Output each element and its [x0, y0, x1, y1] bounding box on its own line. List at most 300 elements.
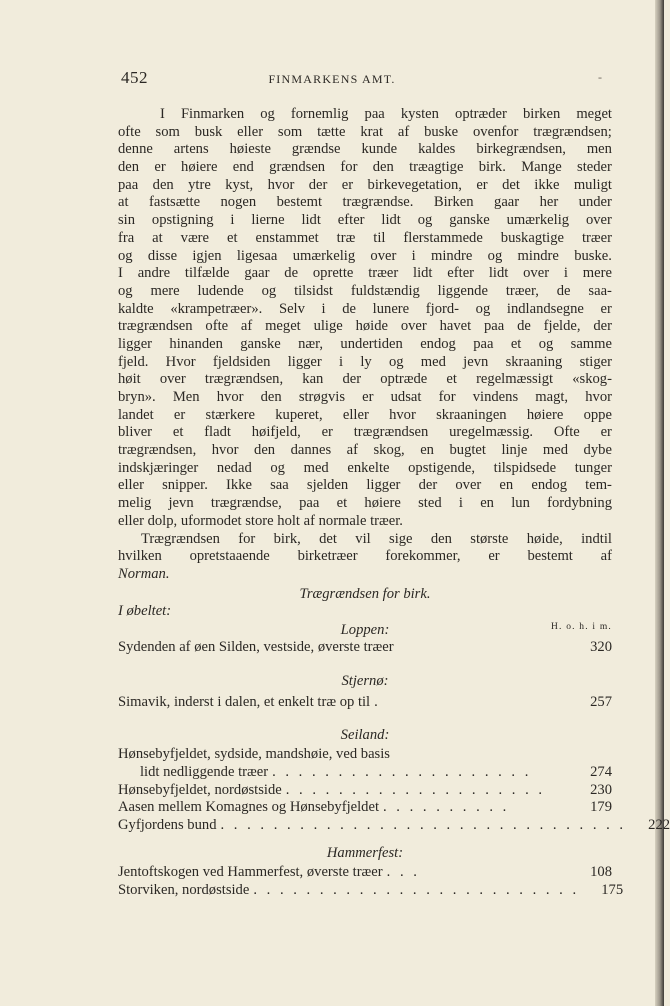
word: ly — [360, 353, 372, 370]
text-line — [118, 477, 612, 495]
word: jevn — [463, 353, 489, 370]
word: birk. — [478, 159, 506, 176]
text-line — [118, 548, 612, 566]
table-row — [118, 881, 624, 900]
word: udsat — [390, 389, 422, 405]
word: er — [476, 176, 488, 193]
word: uregelmæssig. — [449, 424, 534, 441]
word: med — [542, 442, 569, 459]
word: over — [523, 265, 550, 282]
word: paa — [483, 318, 505, 335]
word: ytre — [188, 176, 211, 193]
word: der — [342, 371, 362, 388]
word: «skog- — [572, 371, 612, 388]
word: med — [303, 459, 329, 476]
word: saa — [270, 477, 289, 494]
text-line — [118, 106, 612, 124]
word: ovenfor — [472, 123, 519, 140]
word: lidt — [413, 265, 433, 282]
word: birken — [522, 106, 561, 122]
word: i — [230, 212, 235, 229]
word: og — [118, 247, 133, 264]
word: meget — [265, 318, 301, 335]
word: undertiden — [340, 335, 403, 352]
text-line — [118, 283, 612, 301]
row-name: Gyfjordens bund — [118, 817, 217, 834]
text-line — [118, 230, 612, 248]
word: oprette — [312, 265, 354, 282]
word: til — [373, 229, 386, 246]
word: er — [341, 176, 354, 193]
text-line — [118, 194, 612, 212]
row-value: 257 — [590, 694, 612, 710]
word: end — [232, 159, 254, 176]
word: birkegrændsen, — [476, 141, 566, 158]
row-name: Aasen mellem Komagnes og Hønsebyfjeldet — [118, 799, 379, 816]
word: mere — [582, 265, 612, 282]
word: tunger — [574, 459, 612, 476]
word: er — [600, 424, 612, 441]
word: er — [362, 389, 374, 405]
text-line — [118, 141, 612, 159]
word: og — [538, 335, 554, 352]
word: fra — [118, 229, 135, 246]
word: den — [372, 159, 394, 176]
word: og — [261, 282, 277, 299]
header-mark: - — [598, 70, 602, 84]
group-label: I øbeltet: — [118, 603, 172, 619]
word: over — [400, 318, 427, 335]
text-line — [118, 212, 612, 230]
word: høiere — [181, 159, 218, 176]
word: kunde — [361, 141, 398, 158]
word: indlandsegne — [506, 300, 584, 317]
word: i — [321, 300, 326, 317]
word: der — [308, 176, 328, 193]
dot-leader: . . . — [386, 864, 420, 880]
word: over — [455, 477, 482, 494]
word: være — [180, 229, 210, 246]
word: fladt — [204, 424, 231, 441]
row-name: Simavik, inderst i dalen, et enkelt træ op til — [118, 694, 371, 710]
row-value: 222 — [648, 817, 670, 834]
table-row — [118, 639, 612, 657]
text-line — [118, 248, 612, 266]
word: opstigning — [151, 212, 214, 229]
word: hvor — [267, 176, 295, 193]
row-value: 175 — [601, 881, 624, 898]
word: I — [118, 265, 123, 282]
table-row — [118, 817, 670, 835]
dot-leader: . . . . . . . . . . . . . . . . . . . . . . . . . . . . . . . — [220, 817, 627, 834]
word: tilsidst — [294, 282, 333, 299]
word: umærkelig — [506, 212, 570, 229]
word: ofte — [205, 318, 229, 335]
word: i — [411, 247, 416, 264]
word: er — [173, 406, 186, 423]
word: vindens — [472, 389, 519, 405]
text-line — [118, 531, 612, 549]
text-line — [118, 407, 612, 425]
word: sige — [389, 530, 413, 547]
word: paa — [118, 176, 139, 193]
word: den — [430, 530, 452, 547]
word: kysten — [400, 106, 439, 122]
word: fuldstændig — [350, 282, 420, 299]
word: opstigende, — [408, 459, 476, 476]
word: de — [556, 282, 571, 299]
word: skraaning — [505, 353, 563, 370]
word: gaar — [244, 265, 270, 282]
page-number: 452 — [121, 68, 148, 87]
table-row — [118, 694, 612, 712]
row-value: 274 — [590, 763, 612, 780]
word: steder — [577, 159, 612, 176]
word: træ — [336, 229, 356, 246]
word: og — [260, 106, 275, 122]
word: birkevegetation, — [367, 176, 462, 193]
word: og — [270, 459, 285, 476]
text-line — [118, 318, 612, 336]
word: endog — [420, 335, 456, 352]
word: og — [118, 282, 133, 299]
word: Men — [172, 389, 200, 405]
text-line — [118, 301, 612, 319]
word: landet — [118, 406, 154, 423]
page-header — [0, 68, 664, 92]
word: oppe — [583, 406, 612, 423]
row-name: Storviken, nordøstside — [118, 881, 250, 898]
group-label-block — [118, 603, 612, 620]
section-heading: Seiland: — [340, 727, 390, 743]
word: andre — [137, 265, 171, 282]
text-line — [118, 354, 612, 372]
word: eller — [237, 123, 264, 140]
word: magt, — [535, 389, 569, 405]
word: havet — [439, 318, 472, 335]
table-row — [118, 746, 612, 764]
word: i — [458, 495, 463, 512]
word: skog, — [373, 442, 405, 459]
dot-leader: . . . . . . . . . . . . . . . . . . . . — [272, 763, 532, 780]
word: bliver — [118, 424, 153, 441]
text-line — [118, 177, 612, 195]
word: et — [226, 229, 238, 246]
word: fjelde, — [543, 318, 581, 335]
word: de — [342, 300, 357, 317]
word: bestemt — [527, 548, 573, 565]
word: kan — [302, 371, 324, 388]
word: umærkelig — [292, 247, 356, 264]
word: krat — [360, 123, 384, 140]
word: som — [277, 123, 303, 140]
word: den — [260, 389, 282, 405]
word: er — [488, 548, 500, 565]
word: en — [480, 495, 494, 512]
word: og — [475, 300, 491, 317]
word: for — [438, 389, 456, 405]
word: og — [388, 353, 404, 370]
word: fornemlig — [290, 106, 349, 122]
word: nær, — [298, 335, 324, 352]
word: meget — [576, 106, 612, 122]
word: denne — [118, 141, 153, 158]
text-line: eller dolp, uformodet store holt af normale træer. — [118, 512, 403, 529]
word: de — [284, 265, 299, 282]
word: hvor — [211, 442, 239, 459]
word: buskagtige — [500, 229, 565, 246]
word: er — [600, 300, 612, 317]
word: i — [563, 265, 568, 282]
word: sjelden — [306, 477, 349, 494]
word: dybe — [583, 442, 612, 459]
word: efter — [337, 212, 365, 229]
word: buske. — [574, 247, 612, 264]
word: en — [420, 442, 434, 459]
word: fjord- — [425, 300, 460, 317]
table-section-seiland — [118, 727, 670, 835]
word: lun — [511, 495, 530, 512]
word: snipper. — [162, 477, 208, 494]
word: her — [539, 194, 559, 211]
word: lidt — [381, 212, 401, 229]
word: høiere — [364, 495, 401, 512]
word: linje — [501, 442, 528, 459]
word: trægrændsen, — [204, 371, 284, 388]
table-caption-block — [118, 586, 612, 603]
word: at — [118, 194, 129, 211]
word: det — [319, 530, 337, 547]
text-line: Norman. — [118, 565, 170, 582]
word: eller — [342, 406, 369, 423]
word: lierne — [251, 212, 285, 229]
word: samme — [570, 335, 612, 352]
word: høieste — [229, 141, 271, 158]
word: ganske — [449, 212, 490, 229]
unit-label: H. o. h. i m. — [551, 622, 612, 632]
word: og — [487, 247, 503, 264]
table-section-hammerfest — [118, 845, 624, 900]
word: den — [152, 176, 174, 193]
word: som — [155, 123, 180, 140]
word: men — [586, 141, 612, 158]
word: sted — [418, 495, 442, 512]
word: flerstammede — [403, 229, 483, 246]
word: over — [159, 371, 186, 388]
word: indtil — [581, 530, 612, 547]
word: liggende — [437, 282, 488, 299]
word: hvilken — [118, 548, 162, 565]
text-line — [118, 460, 612, 478]
word: «krampetræer». — [170, 300, 263, 317]
word: tilspidsede — [493, 459, 557, 476]
body-text — [118, 106, 612, 584]
word: dannes — [290, 442, 332, 459]
word: kuperet, — [275, 406, 323, 423]
word: endog — [531, 477, 568, 494]
word: for — [238, 530, 256, 547]
word: et — [336, 495, 348, 512]
section-heading: Stjernø: — [341, 673, 389, 689]
word: et — [510, 335, 522, 352]
word: med — [420, 353, 446, 370]
word: en — [499, 477, 514, 494]
word: træer — [581, 229, 612, 246]
word: trægrændsen — [118, 318, 193, 335]
word: eller — [118, 477, 144, 494]
word: høifjeld, — [251, 424, 301, 441]
word: ligger — [118, 335, 153, 352]
table-row — [118, 799, 612, 817]
row-name: Hønsebyfjeldet, nordøstside — [118, 781, 282, 798]
row-value: 179 — [590, 799, 612, 816]
word: efter — [447, 265, 475, 282]
word: ikke — [534, 176, 560, 193]
word: vil — [355, 530, 371, 547]
word: fastsætte — [148, 194, 201, 211]
word: jevn — [168, 495, 194, 512]
word: er — [154, 159, 166, 176]
word: Mange — [521, 159, 562, 176]
word: ligesaa — [236, 247, 278, 264]
word: tem- — [585, 477, 612, 494]
row-name: Sydenden af øen Silden, vestside, øverste træer — [118, 639, 394, 655]
word: birk, — [273, 530, 301, 547]
word: trægrændsen — [353, 424, 429, 441]
word: hvor — [216, 389, 244, 405]
word: Hvor — [165, 353, 196, 370]
word: hinanden — [169, 335, 223, 352]
word: af — [397, 123, 410, 140]
word: optræder — [455, 106, 507, 122]
word: regelmæssigt — [476, 371, 554, 388]
dot-leader: . — [374, 694, 381, 710]
word: mere — [150, 282, 180, 299]
table-row — [118, 864, 612, 882]
page-edge — [655, 0, 664, 1006]
word: lidt — [488, 265, 509, 282]
word: bryn». — [118, 389, 156, 405]
word: enstammet — [255, 229, 319, 246]
word: der — [418, 477, 438, 494]
table-row — [118, 764, 612, 782]
word: skraaningen — [436, 406, 507, 423]
text-line — [118, 424, 612, 442]
word: opretstaaende — [189, 548, 270, 565]
row-value: 320 — [590, 639, 612, 655]
word: Finmarken — [180, 106, 245, 122]
word: af — [600, 548, 612, 565]
dot-leader: . . . . . . . . . . . . . . . . . . . . — [285, 781, 546, 798]
word: ligger — [287, 353, 322, 370]
dot-leader: . . . . . . . . . . — [383, 799, 510, 816]
word: Ofte — [553, 424, 580, 441]
word: det — [502, 176, 520, 193]
word: muligt — [573, 176, 612, 193]
dot-leader: . . . . . . . . . . . . . . . . . . . . . . . . . — [253, 881, 580, 898]
word: over — [370, 247, 397, 264]
word: et — [172, 424, 184, 441]
word: den — [118, 159, 140, 176]
word: høide — [355, 318, 388, 335]
word: ofte — [118, 123, 141, 140]
word: paa — [473, 335, 494, 352]
word: grændsen — [269, 159, 326, 176]
word: gaar — [494, 194, 520, 211]
word: hvor — [389, 406, 416, 423]
word: ganske — [240, 335, 281, 352]
word: ludende — [197, 282, 244, 299]
table-row — [118, 782, 612, 800]
word: for — [340, 159, 358, 176]
running-title: FINMARKENS AMT. — [268, 72, 396, 86]
word: fjeld. — [118, 353, 149, 370]
table-caption: Trægrændsen for birk. — [299, 586, 431, 602]
word: paa — [299, 495, 320, 512]
word: trægrændse, — [210, 495, 282, 512]
word: under — [578, 194, 612, 211]
word: trægrændsen; — [533, 123, 612, 140]
word: hvor — [585, 389, 612, 405]
word: kyst, — [225, 176, 254, 193]
word: lidt — [301, 212, 321, 229]
word: stærkere — [205, 406, 255, 423]
word: paa — [364, 106, 385, 122]
word: grændse — [291, 141, 341, 158]
word: høiere — [526, 406, 564, 423]
word: Ikke — [226, 477, 252, 494]
word: bestemt — [276, 194, 323, 211]
word: træagtige — [409, 159, 464, 176]
word: Selv — [278, 300, 305, 317]
text-line — [118, 495, 612, 513]
word: buske — [424, 123, 459, 140]
word: bugtet — [449, 442, 486, 459]
word: trægrændse. — [342, 194, 414, 211]
word: busk — [194, 123, 223, 140]
word: træer, — [505, 282, 539, 299]
word: enkelte — [347, 459, 390, 476]
word: sin — [118, 212, 136, 229]
word: strøgvis — [298, 389, 346, 405]
text-line — [118, 159, 612, 177]
word: af — [346, 442, 358, 459]
word: indskjæringer — [118, 459, 199, 476]
word: høide, — [526, 530, 563, 547]
text-line — [118, 265, 612, 283]
word: fordybning — [547, 495, 612, 512]
word: nedad — [216, 459, 252, 476]
word: i — [339, 353, 344, 370]
row-value: 230 — [590, 781, 612, 798]
table-section-stjerno — [118, 673, 612, 712]
word: mindre — [517, 247, 559, 264]
row-value: 108 — [590, 864, 612, 880]
word: den — [254, 442, 276, 459]
word: fjeldsiden — [212, 353, 271, 370]
row-name: Jentoftskogen ved Hammerfest, øverste træer — [118, 864, 383, 880]
word: saa- — [588, 282, 612, 299]
word: mindre — [431, 247, 473, 264]
row-name: lidt nedliggende træer — [140, 763, 269, 780]
text-line — [118, 371, 612, 389]
text-line — [118, 124, 612, 142]
word: de — [517, 318, 531, 335]
word: birketræer — [297, 548, 358, 565]
word: største — [470, 530, 509, 547]
word: et — [446, 371, 457, 388]
word: høit — [118, 371, 141, 388]
